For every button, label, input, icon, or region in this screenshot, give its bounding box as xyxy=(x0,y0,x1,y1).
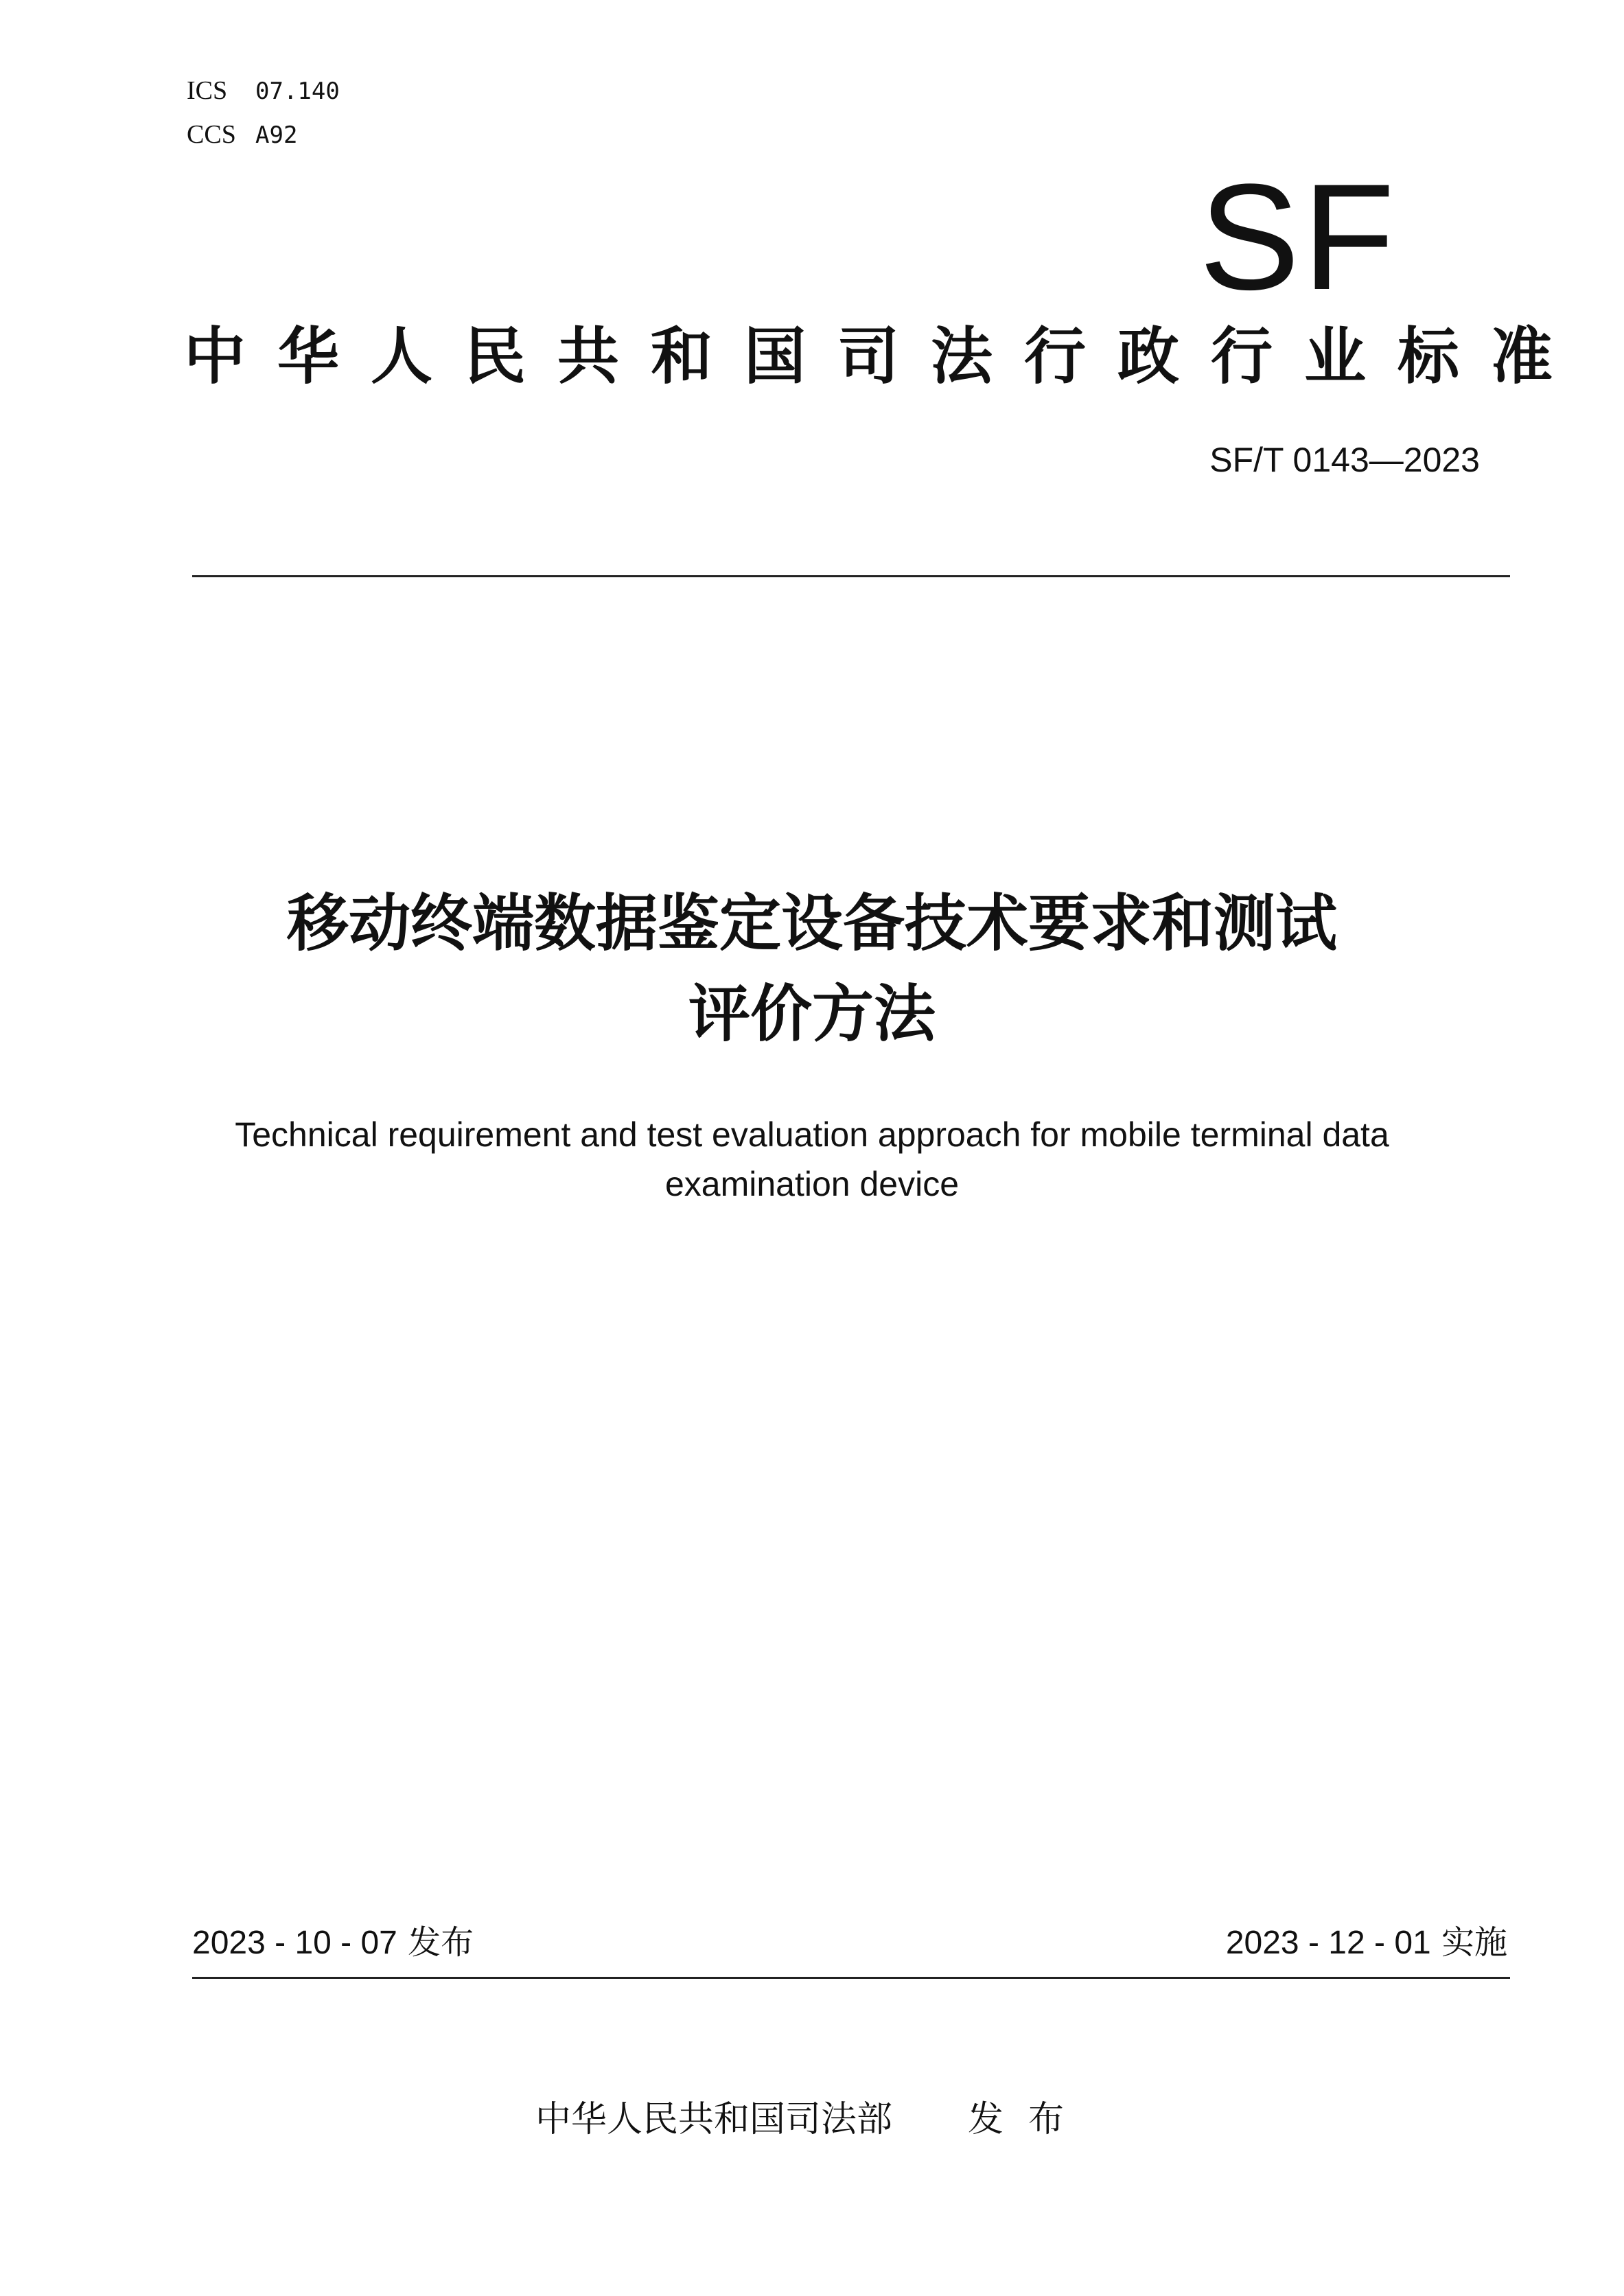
effective-date xyxy=(1226,1922,1507,1964)
effective-date-value: 2023 - 12 - 01 xyxy=(1225,1925,1431,1961)
standard-title: 中华人民共和国司法行政行业标准 xyxy=(184,321,1584,393)
publisher-line xyxy=(0,2097,1624,2142)
header-divider xyxy=(192,575,1510,577)
document-title-cn-line2: 评价方法 xyxy=(688,978,936,1050)
ics-code xyxy=(187,77,340,105)
ccs-code xyxy=(187,121,297,149)
document-title-cn-line1: 移动终端数据鉴定设备技术要求和测试 xyxy=(287,888,1337,960)
ics-label: ICS xyxy=(187,76,228,105)
publisher-name: 中华人民共和国司法部 xyxy=(535,2099,892,2140)
ccs-value: A92 xyxy=(255,121,298,149)
standard-number: SF/T 0143—2023 xyxy=(1209,441,1480,479)
document-title-en-line1: Technical requirement and test evaluation approach for mobile terminal data xyxy=(235,1115,1389,1154)
document-title-en-line2: examination device xyxy=(664,1165,960,1203)
issue-label: 发布 xyxy=(408,1923,474,1962)
issue-date-value: 2023 - 10 - 07 xyxy=(192,1925,397,1961)
issue-date xyxy=(192,1922,474,1964)
publish-label: 发布 xyxy=(968,2099,1089,2140)
ccs-label: CCS xyxy=(187,120,236,149)
effective-label: 实施 xyxy=(1441,1923,1507,1962)
ics-value: 07.140 xyxy=(255,78,340,105)
sf-logo: SF xyxy=(1198,152,1397,321)
footer-divider xyxy=(192,1977,1510,1979)
